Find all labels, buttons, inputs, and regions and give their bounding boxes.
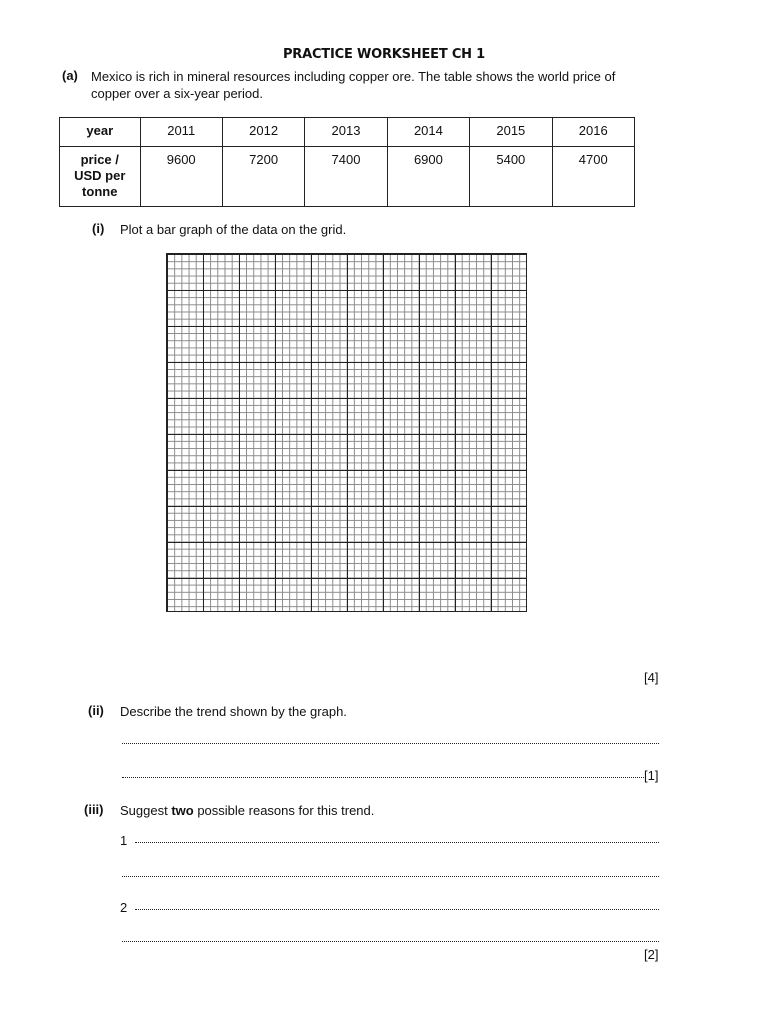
question-iii-text bbox=[120, 802, 374, 819]
question-iii-text-part: possible reasons for this trend. bbox=[193, 803, 375, 818]
price-header-line: tonne bbox=[82, 184, 118, 199]
copper-price-table bbox=[59, 117, 635, 207]
answer-line[interactable] bbox=[122, 777, 644, 778]
question-ii-text: Describe the trend shown by the graph. bbox=[120, 704, 347, 719]
answer-line[interactable] bbox=[122, 743, 659, 744]
answer-line[interactable] bbox=[122, 876, 659, 877]
question-i-text: Plot a bar graph of the data on the grid. bbox=[120, 222, 347, 237]
price-row bbox=[60, 147, 635, 207]
question-iii-marks: [2] bbox=[644, 947, 659, 962]
question-ii-label: (ii) bbox=[88, 703, 104, 718]
price-cell: 6900 bbox=[387, 147, 469, 207]
year-cell: 2016 bbox=[552, 118, 634, 147]
year-cell: 2012 bbox=[222, 118, 304, 147]
year-cell: 2011 bbox=[140, 118, 222, 147]
year-row bbox=[60, 118, 635, 147]
price-header bbox=[60, 147, 141, 207]
price-cell: 4700 bbox=[552, 147, 634, 207]
price-header-line: price / bbox=[80, 152, 119, 167]
part-a-text-line-2: copper over a six-year period. bbox=[91, 86, 263, 101]
question-iii-emphasis: two bbox=[171, 803, 194, 818]
part-a-text-line-1: Mexico is rich in mineral resources including copper ore. The table shows the world price of bbox=[91, 69, 616, 84]
answer-line[interactable] bbox=[135, 842, 659, 843]
year-header: year bbox=[60, 118, 141, 147]
price-cell: 5400 bbox=[470, 147, 552, 207]
part-a-label: (a) bbox=[62, 68, 78, 83]
reason-1-number: 1 bbox=[120, 833, 128, 848]
question-iii-label: (iii) bbox=[84, 802, 104, 817]
price-cell: 7200 bbox=[222, 147, 304, 207]
price-cell: 7400 bbox=[305, 147, 387, 207]
question-ii-marks: [1] bbox=[644, 768, 659, 783]
year-cell: 2015 bbox=[470, 118, 552, 147]
graph-grid[interactable] bbox=[166, 253, 527, 612]
page-title: PRACTICE WORKSHEET CH 1 bbox=[282, 47, 486, 62]
question-iii-text-part: Suggest bbox=[120, 803, 172, 818]
answer-line[interactable] bbox=[135, 909, 659, 910]
reason-2-number: 2 bbox=[120, 900, 128, 915]
question-i-label: (i) bbox=[92, 221, 105, 236]
answer-line[interactable] bbox=[122, 941, 659, 942]
price-cell: 9600 bbox=[140, 147, 222, 207]
year-cell: 2014 bbox=[387, 118, 469, 147]
year-cell: 2013 bbox=[305, 118, 387, 147]
price-header-line: USD per bbox=[74, 168, 126, 183]
question-i-marks: [4] bbox=[644, 670, 659, 685]
